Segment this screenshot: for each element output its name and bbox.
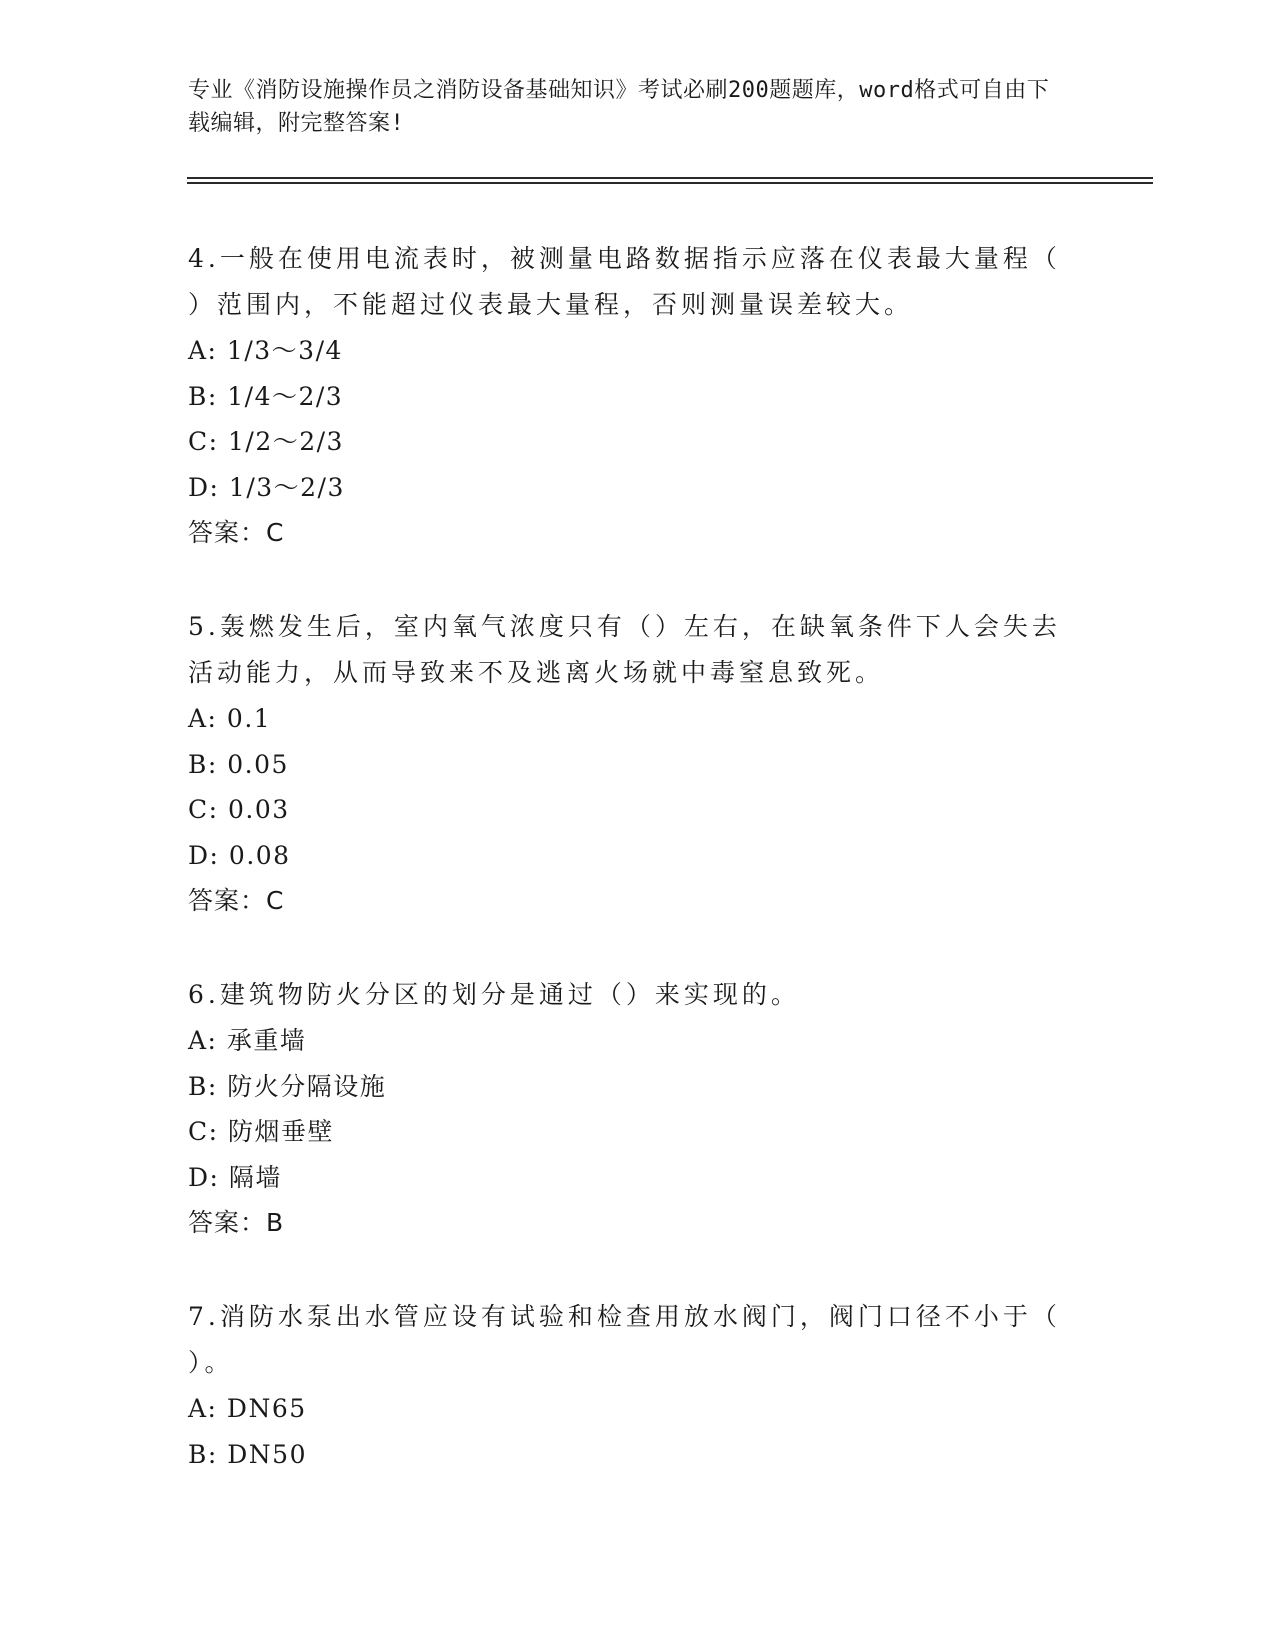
question-stem: 4.一般在使用电流表时，被测量电路数据指示应落在仪表最大量程（ ）范围内，不能超过仪表最大量程，否则测量误差较大。	[188, 244, 1061, 319]
option-c: C: 1/2～2/3	[188, 427, 344, 456]
document-header: 专业《消防设施操作员之消防设备基础知识》考试必刷200题题库，word格式可自由下载编辑，附完整答案!	[188, 78, 1050, 136]
option-b: B: 0.05	[188, 749, 289, 779]
question-list	[188, 236, 1068, 1525]
option-a: A: 承重墙	[188, 1026, 307, 1055]
option-a: A: DN65	[188, 1394, 307, 1423]
option-a: A: 0.1	[188, 704, 272, 733]
header-divider-bottom	[187, 182, 1153, 184]
option-b: B: 1/4～2/3	[188, 381, 344, 411]
option-b: B: DN50	[188, 1439, 307, 1469]
option-d: D: 1/3～2/3	[188, 472, 345, 502]
question-stem: 6.建筑物防火分区的划分是通过（）来实现的。	[188, 980, 800, 1009]
option-b: B: 防火分隔设施	[188, 1071, 387, 1101]
answer-line: 答案：C	[188, 886, 285, 915]
header-divider-top	[187, 177, 1153, 179]
option-d: D: 隔墙	[188, 1162, 282, 1192]
option-a: A: 1/3～3/4	[188, 336, 343, 365]
question-stem: 5.轰燃发生后，室内氧气浓度只有（）左右，在缺氧条件下人会失去活动能力，从而导致来不及逃离火场就中毒窒息致死。	[188, 612, 1061, 687]
question-6	[188, 972, 1068, 1246]
answer-line: 答案：B	[188, 1208, 285, 1237]
option-d: D: 0.08	[188, 840, 291, 870]
question-7	[188, 1294, 1068, 1477]
question-4	[188, 236, 1068, 556]
option-c: C: 0.03	[188, 795, 290, 824]
question-5	[188, 604, 1068, 924]
answer-line: 答案：C	[188, 518, 285, 547]
question-stem: 7.消防水泵出水管应设有试验和检查用放水阀门，阀门口径不小于（ ）。	[188, 1302, 1061, 1377]
option-c: C: 防烟垂壁	[188, 1117, 334, 1146]
